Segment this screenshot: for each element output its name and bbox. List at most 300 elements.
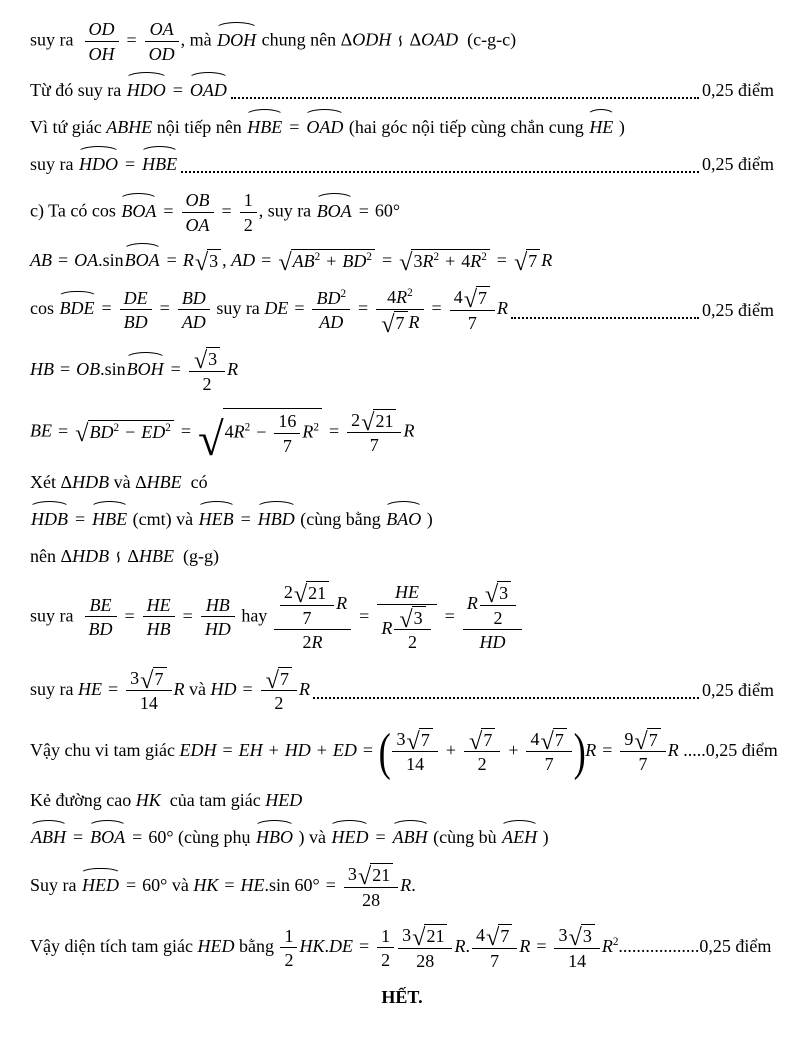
math-operator: = <box>358 200 369 221</box>
text-run: 7 <box>282 435 292 456</box>
math-fraction <box>472 924 517 972</box>
text-run: 1 <box>243 190 253 210</box>
radicand <box>419 728 433 752</box>
line-ratio-similarity <box>30 12 774 65</box>
radicand <box>306 581 329 605</box>
radicand <box>476 286 490 310</box>
math-var: AD <box>319 312 344 333</box>
math-var: R <box>227 359 239 380</box>
text-run: 60° <box>148 827 174 848</box>
text-run: bằng <box>234 936 279 957</box>
fraction-numerator <box>312 287 350 310</box>
fraction-numerator <box>261 666 297 694</box>
text-run: Xét <box>30 471 61 492</box>
fraction-numerator <box>240 189 257 212</box>
superscript: 2 <box>433 251 440 264</box>
text-run: (c-g-c) <box>458 29 517 50</box>
fraction-numerator <box>377 925 394 948</box>
math-fraction <box>201 594 235 641</box>
radical-sign: √ <box>484 581 499 609</box>
line-ratios-hay <box>30 575 774 654</box>
math-operator: − <box>125 421 136 442</box>
math-operator: + <box>445 251 456 272</box>
big-paren: ( <box>378 722 391 781</box>
fraction-numerator <box>392 728 437 756</box>
math-var: HK <box>193 875 219 896</box>
math-var: EDH <box>179 740 217 761</box>
sqrt-radical <box>406 728 432 756</box>
math-var: HE <box>78 678 102 699</box>
angle-name: BOA <box>316 200 352 221</box>
text-run: .sin <box>98 250 124 271</box>
equation <box>30 117 625 138</box>
text-run: 3 <box>209 251 219 272</box>
text-run: 3 <box>130 667 140 688</box>
math-var: OB <box>76 359 101 380</box>
equation <box>30 347 238 395</box>
score-label: 0,25 điểm <box>702 79 774 100</box>
math-operator: + <box>316 740 327 761</box>
superscript: 2 <box>313 421 319 434</box>
fraction-numerator <box>463 581 522 629</box>
fraction-denominator <box>201 616 235 641</box>
radical-sign: √ <box>265 666 279 694</box>
text-run: ) và <box>294 827 331 848</box>
sqrt-radical <box>278 249 375 277</box>
math-var: R <box>601 936 613 957</box>
angle-name: HDO <box>79 153 118 174</box>
math-operator: = <box>325 875 336 896</box>
text-run: 7 <box>648 729 658 750</box>
math-fraction <box>312 287 350 334</box>
math-fraction <box>394 606 430 654</box>
math-operator: + <box>508 740 519 761</box>
text-run: 2 <box>407 632 417 653</box>
radicand <box>153 667 167 691</box>
math-var: R <box>173 678 185 699</box>
math-var: OD <box>88 19 115 39</box>
text-run: 7 <box>420 729 430 750</box>
math-fraction <box>240 189 257 236</box>
math-operator: = <box>381 250 393 271</box>
radical-sign: √ <box>468 728 483 756</box>
math-var: R <box>311 632 323 653</box>
fraction-denominator <box>120 309 152 334</box>
text-run: 21 <box>375 410 394 431</box>
math-var: DE <box>328 936 353 957</box>
math-var: R <box>182 250 194 271</box>
text-run: 3 <box>208 349 218 370</box>
angle-name: HBO <box>256 827 293 848</box>
text-run: 7 <box>369 435 379 456</box>
math-operator: = <box>180 420 191 441</box>
radical-sign: √ <box>293 581 308 609</box>
line-duong-cao-hk <box>30 783 774 813</box>
fraction-denominator <box>126 690 171 715</box>
text-run: 4 <box>475 925 485 946</box>
angle-name: HED <box>82 875 119 896</box>
text-run: 60° <box>374 200 401 221</box>
math-operator: = <box>261 250 272 271</box>
text-run: Δ <box>60 471 73 492</box>
math-var: R <box>454 936 466 957</box>
fraction-numerator <box>620 728 665 756</box>
line-hb <box>30 341 774 395</box>
fraction-denominator <box>394 629 430 654</box>
fraction-numerator <box>344 863 398 891</box>
angle-name: HED <box>331 827 369 848</box>
fraction-numerator <box>145 18 179 41</box>
text-run: . <box>324 936 329 957</box>
text-run: Vì tứ giác <box>30 116 107 137</box>
text-run: , suy ra <box>258 200 316 221</box>
math-var: HDB <box>72 545 110 566</box>
math-var: HD <box>479 632 506 653</box>
math-var: R <box>302 421 314 442</box>
radicand <box>207 249 221 273</box>
sqrt-radical <box>381 310 407 338</box>
fraction-denominator <box>377 947 394 972</box>
math-fraction <box>274 581 351 654</box>
fraction-denominator <box>143 616 175 641</box>
math-operator: = <box>358 936 370 957</box>
sqrt-radical <box>513 249 540 277</box>
math-fraction <box>274 410 300 457</box>
text-run: 2 <box>243 214 253 235</box>
math-operator: − <box>256 421 267 442</box>
fraction-denominator <box>274 433 300 458</box>
angle-name: HBE <box>142 153 178 174</box>
math-var: R <box>470 251 482 272</box>
math-var: BE <box>89 594 112 615</box>
math-operator: = <box>126 875 137 896</box>
line-cos-bde <box>30 280 774 338</box>
sqrt-radical <box>194 249 221 277</box>
fraction-denominator <box>376 309 423 338</box>
equation <box>30 18 516 65</box>
text-run: 3 <box>396 729 406 750</box>
fraction-numerator <box>201 594 235 617</box>
math-operator: = <box>221 200 232 221</box>
math-fraction <box>398 924 452 972</box>
sqrt-radical <box>412 924 447 952</box>
math-operator: = <box>496 250 507 271</box>
radical-sign: √ <box>197 413 224 466</box>
radicand <box>526 249 540 273</box>
dotted-leader <box>231 96 699 99</box>
math-var: OB <box>185 190 210 210</box>
math-var: R <box>403 420 415 441</box>
equation <box>30 509 433 530</box>
sqrt-radical <box>485 924 512 952</box>
math-operator: = <box>163 200 174 221</box>
math-var: ED <box>141 421 166 442</box>
angle-name: BDE <box>59 298 95 319</box>
text-run: 9 <box>624 729 634 750</box>
math-fraction <box>376 286 423 338</box>
fraction-denominator <box>344 887 398 912</box>
math-var: HK <box>299 936 325 957</box>
math-var: R <box>422 251 434 272</box>
sqrt-radical <box>197 408 322 466</box>
fraction-denominator <box>182 212 214 237</box>
math-operator: = <box>75 508 86 529</box>
text-run: (g-g) <box>173 545 219 566</box>
score-label: 0,25 điểm <box>702 153 774 174</box>
fraction-denominator <box>280 947 297 972</box>
radical-sign: √ <box>568 924 582 952</box>
line-angles-cmt <box>30 501 774 531</box>
math-fraction <box>120 287 152 334</box>
angle-name: AEH <box>502 827 538 848</box>
text-run: 7 <box>302 607 312 628</box>
equation <box>30 924 771 972</box>
math-operator: = <box>240 508 251 529</box>
text-run: HẾT. <box>381 986 423 1007</box>
equation <box>30 790 302 811</box>
math-fraction <box>554 924 599 972</box>
math-operator: = <box>289 116 300 137</box>
fraction-denominator <box>261 690 297 715</box>
equation <box>30 827 549 848</box>
math-fraction <box>377 581 436 654</box>
text-run: Δ <box>340 29 353 50</box>
equation <box>30 189 400 236</box>
text-run: nên <box>30 545 61 566</box>
fraction-denominator <box>464 751 500 776</box>
radical-sign: √ <box>399 605 413 633</box>
fraction-numerator <box>472 924 517 952</box>
math-var: AD <box>231 250 256 271</box>
angle-name: HDO <box>126 79 166 100</box>
fraction-denominator <box>620 751 665 776</box>
radical-sign: √ <box>194 249 209 277</box>
superscript: 2 <box>612 936 619 949</box>
text-run: 3 <box>558 925 568 946</box>
text-run: hay <box>236 605 272 626</box>
text-run: Từ đó suy ra <box>30 79 126 100</box>
similarity-symbol: ∽ <box>108 549 129 564</box>
math-fraction <box>450 286 495 334</box>
math-var: EH <box>238 740 263 761</box>
dotted-leader <box>313 696 699 699</box>
line-quadrilateral-inscribed <box>30 109 774 139</box>
math-operator: = <box>242 678 253 699</box>
text-run: 3 <box>413 251 423 272</box>
fraction-numerator <box>85 18 119 41</box>
math-fraction <box>143 594 175 641</box>
dotted-leader <box>181 170 699 173</box>
line-he-hd-values <box>30 661 774 715</box>
math-var: ABHE <box>106 116 153 137</box>
radical-sign: √ <box>463 286 478 314</box>
math-var: R <box>519 936 531 957</box>
math-var: HD <box>210 678 237 699</box>
fraction-denominator <box>526 751 571 776</box>
math-var: OA <box>185 214 210 235</box>
math-fraction <box>620 728 665 776</box>
text-run: suy ra <box>211 298 265 319</box>
math-operator: = <box>444 605 455 626</box>
text-run: 60° <box>142 875 168 896</box>
fraction-denominator <box>398 948 452 973</box>
fraction-numerator <box>85 594 117 617</box>
fraction-numerator <box>182 189 214 212</box>
math-operator: + <box>445 740 456 761</box>
angle-name: HEB <box>198 508 234 529</box>
text-run: của tam giác <box>160 790 266 811</box>
fraction-numerator <box>126 666 171 694</box>
text-run: 7 <box>154 668 164 689</box>
radicand <box>581 924 595 948</box>
angle-name: OAD <box>189 79 227 100</box>
math-var: R <box>299 678 310 699</box>
text-run: 3 <box>499 583 509 604</box>
text-run: 14 <box>139 693 158 714</box>
fraction-numerator <box>120 287 152 310</box>
text-run: 7 <box>483 729 493 750</box>
math-fraction <box>189 347 225 395</box>
text-run: .sin 60° <box>264 875 320 896</box>
text-run: 7 <box>554 729 564 750</box>
text-run: 7 <box>280 668 289 689</box>
text-run: Δ <box>60 545 73 566</box>
math-var: R <box>667 740 679 761</box>
text-run: Vậy diện tích tam giác <box>30 936 198 957</box>
text-run: (cùng phụ <box>173 827 255 848</box>
text-run: 14 <box>406 754 425 775</box>
text-run: 2 <box>381 950 391 971</box>
text-run: có <box>181 471 208 492</box>
sqrt-radical <box>468 728 495 756</box>
radicand <box>223 408 322 457</box>
fraction-numerator <box>347 408 401 436</box>
math-operator: = <box>328 420 340 441</box>
dotted-leader <box>511 316 699 319</box>
math-var: R <box>381 617 393 638</box>
sqrt-radical <box>399 605 425 633</box>
angle-name: HBE <box>92 508 128 529</box>
math-operator: = <box>159 298 170 319</box>
math-operator: = <box>132 827 143 848</box>
text-run: 16 <box>278 411 297 432</box>
math-operator: = <box>124 605 135 626</box>
line-perimeter <box>30 722 778 781</box>
math-var: BD <box>88 619 113 640</box>
sqrt-radical <box>568 924 594 952</box>
equation <box>30 249 553 277</box>
text-run: Δ <box>409 29 422 50</box>
text-run: 7 <box>500 926 510 947</box>
text-run: ) <box>614 116 625 137</box>
angle-name: HDB <box>31 508 68 529</box>
equation <box>30 408 415 466</box>
fraction-denominator <box>312 309 350 334</box>
math-var: OH <box>88 43 115 64</box>
fraction-denominator <box>463 629 522 654</box>
score-label: 0,25 điểm <box>702 680 774 701</box>
math-var: HBE <box>146 471 182 492</box>
radical-sign: √ <box>406 728 420 756</box>
text-run: 7 <box>478 288 488 308</box>
text-run: 2 <box>284 950 294 971</box>
text-run: Kẻ đường cao <box>30 790 136 811</box>
math-var: ODH <box>352 29 392 50</box>
text-run: 4 <box>387 287 397 307</box>
fraction-denominator <box>347 432 401 457</box>
angle-name: HE <box>589 116 614 137</box>
superscript: 2 <box>113 421 120 434</box>
fraction-denominator <box>145 41 179 66</box>
math-operator: = <box>224 875 235 896</box>
text-run: (cùng bằng <box>295 508 386 529</box>
angle-name: ABH <box>31 827 66 848</box>
math-var: HBE <box>138 545 174 566</box>
sqrt-radical <box>399 249 490 277</box>
text-run: , mà <box>180 29 217 50</box>
equation <box>30 667 310 715</box>
text-run: , <box>222 250 232 271</box>
text-run: .sin <box>100 359 126 380</box>
superscript: 2 <box>340 287 347 300</box>
math-var: R <box>400 875 412 896</box>
text-run: và <box>184 678 211 699</box>
fraction-numerator <box>464 728 500 756</box>
text-run: Δ <box>127 545 139 566</box>
line-hed-60-hk <box>30 857 774 911</box>
math-fraction <box>182 189 214 236</box>
radicand <box>278 667 292 691</box>
text-run: 7 <box>544 754 554 775</box>
math-var: HD <box>204 619 231 640</box>
radicand <box>88 420 174 444</box>
angle-name: BOH <box>126 359 164 380</box>
radicand <box>206 347 220 371</box>
math-fraction <box>178 287 210 334</box>
math-fraction <box>463 581 522 654</box>
fraction-denominator <box>274 629 351 654</box>
line-ab-and-ad <box>30 243 774 277</box>
text-run: chung nên <box>257 29 341 50</box>
math-var: DE <box>264 298 289 319</box>
math-fraction <box>392 728 437 776</box>
text-run: 2 <box>274 693 284 714</box>
fraction-numerator <box>377 581 436 604</box>
math-var: HB <box>205 594 230 615</box>
text-run: ) <box>538 827 549 848</box>
fraction-denominator <box>554 948 599 973</box>
radicand <box>411 249 489 273</box>
math-var: HB <box>146 619 171 640</box>
math-operator: = <box>375 827 386 848</box>
equation <box>30 581 524 654</box>
math-var: HED <box>265 790 303 811</box>
radicand <box>370 863 393 887</box>
text-run: 21 <box>308 583 327 604</box>
math-fraction <box>347 409 401 457</box>
superscript: 2 <box>244 421 251 434</box>
fraction-denominator <box>450 310 495 335</box>
math-operator: = <box>101 298 112 319</box>
radical-sign: √ <box>357 863 372 891</box>
text-run: . <box>411 875 416 896</box>
equation <box>30 546 219 567</box>
score-label: 0,25 điểm <box>702 299 774 320</box>
line-be <box>30 402 774 466</box>
angle-name: HBE <box>247 116 283 137</box>
text-run: Vậy chu vi tam giác <box>30 740 180 761</box>
math-operator: = <box>58 250 69 271</box>
